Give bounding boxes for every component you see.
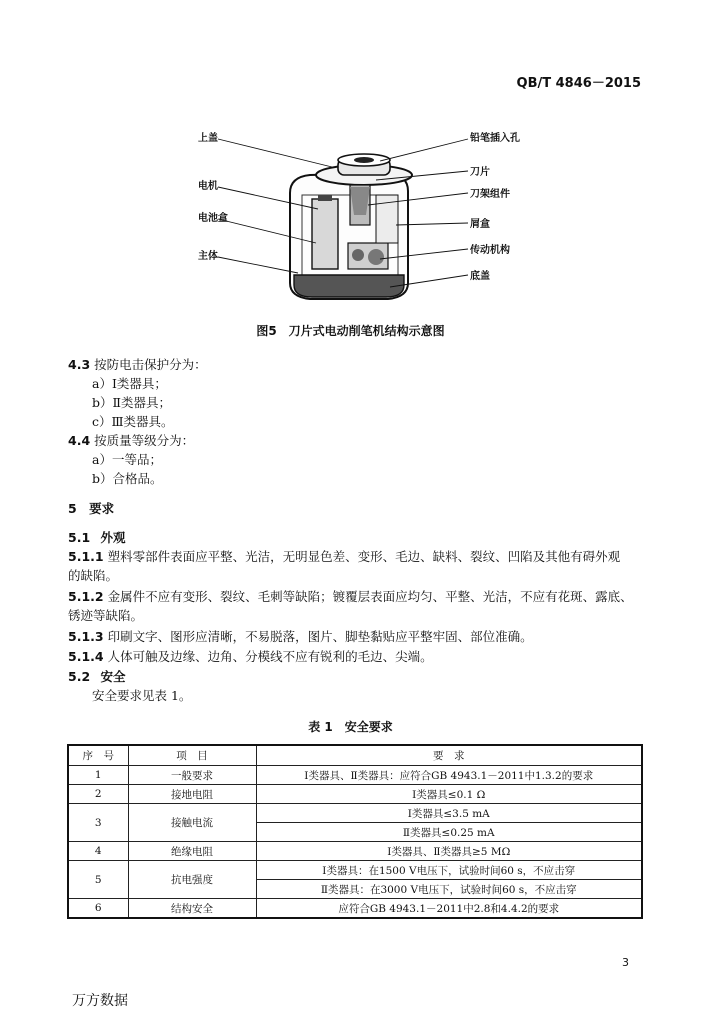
watermark: 万方数据 [72, 993, 128, 1009]
section-5 [68, 500, 114, 518]
cell-requirement: Ⅱ类器具：在3000 V电压下，试验时间60 s，不应击穿 [256, 880, 642, 899]
list-item: b）合格品。 [92, 471, 163, 486]
section-heading: 要求 [89, 501, 115, 516]
section-5-1-1 [68, 548, 620, 566]
section-5-1-3 [68, 628, 533, 646]
cell-no: 1 [68, 766, 128, 785]
table-row [68, 785, 642, 804]
header-requirement: 要 求 [256, 745, 642, 766]
section-5-2-body: 安全要求见表 1。 [92, 688, 192, 703]
figure-pencil-sharpener [190, 125, 530, 315]
cell-requirement: 应符合GB 4943.1－2011中2.8和4.4.2的要求 [256, 899, 642, 919]
table-row [68, 766, 642, 785]
label-shavings-box: 屑盒 [470, 219, 490, 230]
section-5-1 [68, 529, 126, 547]
label-top-cover: 上盖 [198, 133, 218, 144]
section-text-continued: 锈迹等缺陷。 [68, 608, 144, 623]
section-5-1-2 [68, 588, 633, 606]
list-item: c）Ⅲ类器具。 [92, 414, 174, 429]
cell-item: 接地电阻 [128, 785, 256, 804]
section-number: 4.3 [68, 357, 91, 372]
standard-code: QB/T 4846－2015 [516, 76, 641, 91]
list-item: b）Ⅱ类器具； [92, 395, 171, 410]
table-header-row [68, 745, 642, 766]
section-text: 塑料零部件表面应平整、光洁，无明显色差、变形、毛边、缺料、裂纹、凹陷及其他有碍外观 [107, 549, 621, 564]
section-number: 5.2 [68, 669, 91, 684]
section-text: 金属件不应有变形、裂纹、毛刺等缺陷；镀覆层表面应均匀、平整、光洁，不应有花斑、露底、 [107, 589, 633, 604]
motor-shape [312, 199, 338, 269]
cell-requirement: Ⅰ类器具≤0.1 Ω [256, 785, 642, 804]
label-pencil-hole: 铅笔插入孔 [470, 133, 520, 144]
table-row [68, 842, 642, 861]
cell-item: 结构安全 [128, 899, 256, 919]
label-transmission: 传动机构 [470, 245, 510, 256]
list-item: a）Ⅰ类器具； [92, 376, 167, 391]
label-battery-box: 电池盒 [198, 213, 228, 224]
label-main-body: 主体 [198, 251, 218, 262]
page-number: 3 [622, 956, 629, 969]
cell-requirement: Ⅰ类器具、Ⅱ类器具≥5 MΩ [256, 842, 642, 861]
cell-requirement: Ⅱ类器具≤0.25 mA [256, 823, 642, 842]
section-heading: 安全 [100, 669, 126, 684]
cell-no: 6 [68, 899, 128, 919]
section-text: 印刷文字、图形应清晰，不易脱落，图片、脚垫黏贴应平整牢固、部位准确。 [107, 629, 533, 644]
section-number: 5 [68, 501, 77, 516]
safety-requirements-table [67, 744, 643, 919]
cell-requirement: Ⅰ类器具≤3.5 mA [256, 804, 642, 823]
header-no: 序 号 [68, 745, 128, 766]
cell-item: 抗电强度 [128, 861, 256, 899]
cell-item: 一般要求 [128, 766, 256, 785]
label-blade-holder: 刀架组件 [470, 189, 510, 200]
section-number: 5.1 [68, 530, 91, 545]
cell-requirement: Ⅰ类器具：在1500 V电压下，试验时间60 s，不应击穿 [256, 861, 642, 880]
cell-no: 3 [68, 804, 128, 842]
section-text: 人体可触及边缘、边角、分模线不应有锐利的毛边、尖端。 [107, 649, 433, 664]
cell-item: 绝缘电阻 [128, 842, 256, 861]
table-caption: 表 1 安全要求 [308, 720, 393, 734]
label-blade: 刀片 [470, 167, 490, 178]
cell-no: 5 [68, 861, 128, 899]
cell-no: 4 [68, 842, 128, 861]
section-text-continued: 的缺陷。 [68, 568, 119, 583]
section-4-3 [68, 356, 207, 374]
figure-caption: 图5 刀片式电动削笔机结构示意图 [256, 324, 445, 338]
section-text: 按质量等级分为： [94, 433, 195, 448]
cell-requirement: Ⅰ类器具、Ⅱ类器具：应符合GB 4943.1－2011中1.3.2的要求 [256, 766, 642, 785]
section-number: 5.1.3 [68, 629, 104, 644]
section-heading: 外观 [100, 530, 126, 545]
cell-item: 接触电流 [128, 804, 256, 842]
label-motor: 电机 [198, 181, 218, 192]
table-row [68, 861, 642, 880]
section-number: 5.1.2 [68, 589, 104, 604]
label-base-cover: 底盖 [470, 271, 490, 282]
section-text: 按防电击保护分为： [94, 357, 207, 372]
table-row [68, 899, 642, 919]
section-number: 5.1.1 [68, 549, 104, 564]
section-5-2 [68, 668, 126, 686]
header-item: 项 目 [128, 745, 256, 766]
section-5-1-4 [68, 648, 433, 666]
list-item: a）一等品； [92, 452, 162, 467]
section-4-4 [68, 432, 194, 450]
cell-no: 2 [68, 785, 128, 804]
base-shape [294, 275, 404, 297]
table-row [68, 804, 642, 823]
section-number: 5.1.4 [68, 649, 104, 664]
section-number: 4.4 [68, 433, 91, 448]
